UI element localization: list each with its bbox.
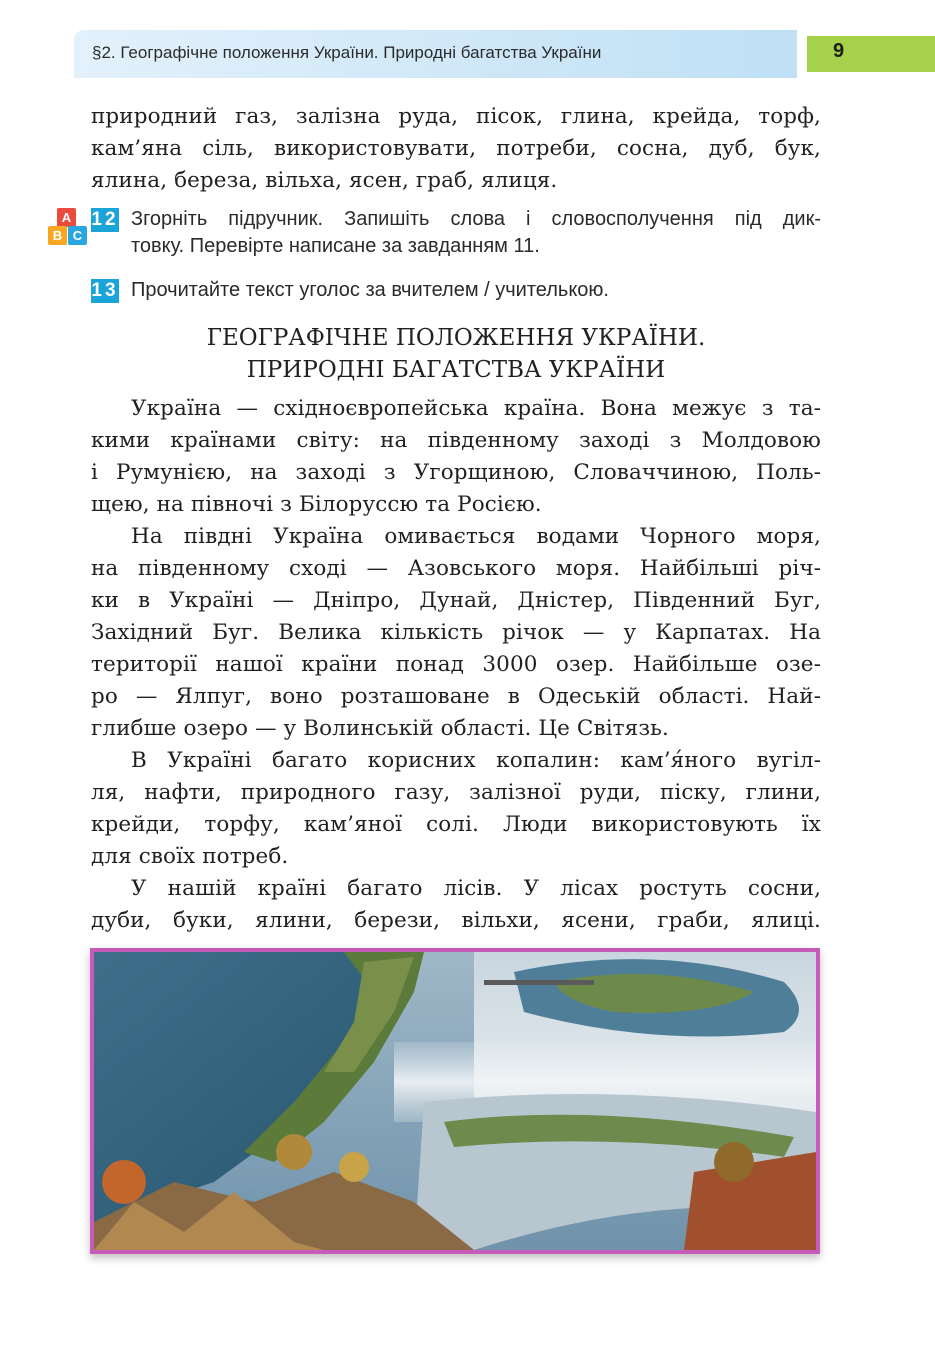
chapter-title: §2. Географічне положення України. Природні багатства України bbox=[92, 43, 602, 62]
landscape-photo-collage bbox=[90, 948, 820, 1254]
task-text-line: Прочитайте текст уголос за вчителем / учителькою. bbox=[131, 279, 609, 301]
paragraph-line: щею, на півночі з Білоруссю та Росією. bbox=[91, 492, 542, 517]
task-text-line: товку. Перевірте написане за завданням 11. bbox=[131, 235, 540, 257]
paragraph-line: дуби, буки, ялини, берези, вільхи, ясени, граби, ялиці. bbox=[91, 908, 821, 933]
paragraph-line: У нашій країні багато лісів. У лісах ростуть сосни, bbox=[131, 876, 821, 901]
task-text-line: Згорніть підручник. Запишіть слова і словосполучення під дик- bbox=[131, 208, 821, 230]
paragraph-line: ля, нафти, природного газу, залізної руди, піску, глини, bbox=[91, 780, 821, 805]
paragraph-line: ро — Ялпуг, воно розташоване в Одеській області. Най- bbox=[91, 684, 821, 709]
task-number-badge: 12 bbox=[91, 209, 119, 230]
paragraph-line: ки в Україні — Дніпро, Дунай, Дністер, Південний Буг, bbox=[91, 588, 821, 613]
intro-line: природний газ, залізна руда, пісок, глина, крейда, торф, bbox=[91, 104, 821, 129]
intro-line: кам’яна сіль, використовувати, потреби, сосна, дуб, бук, bbox=[91, 136, 821, 161]
paragraph-line: Україна — східноєвропейська країна. Вона межує з та- bbox=[131, 396, 821, 421]
paragraph-line: на південному сході — Азовського моря. Найбільші річ- bbox=[91, 556, 821, 581]
paragraph-line: крейди, торфу, кам’яної солі. Люди використовують їх bbox=[91, 812, 821, 837]
text-heading-line: ГЕОГРАФІЧНЕ ПОЛОЖЕННЯ УКРАЇНИ. bbox=[206, 325, 706, 351]
page-number: 9 bbox=[833, 40, 845, 62]
paragraph-line: На півдні Україна омивається водами Чорного моря, bbox=[131, 524, 821, 549]
intro-line: ялина, береза, вільха, ясен, граб, ялиця. bbox=[91, 168, 558, 193]
letter-block-a: A bbox=[57, 208, 76, 227]
landscape-illustration bbox=[94, 952, 816, 1250]
page-number-box bbox=[807, 36, 935, 72]
text-heading-line: ПРИРОДНІ БАГАТСТВА УКРАЇНИ bbox=[246, 357, 666, 383]
paragraph-line: В Україні багато корисних копалин: кам’я́ного вугіл- bbox=[131, 748, 821, 773]
task-number-badge: 13 bbox=[91, 280, 119, 301]
paragraph-line: кими країнами світу: на південному заході з Молдовою bbox=[91, 428, 821, 453]
paragraph-line: глибше озеро — у Волинській області. Це Світязь. bbox=[91, 716, 669, 741]
letter-block-c: C bbox=[68, 226, 87, 245]
letter-block-b: B bbox=[48, 226, 67, 245]
paragraph-line: Західний Буг. Велика кількість річок — у Карпатах. На bbox=[91, 620, 821, 645]
paragraph-line: території нашої країни понад 3000 озер. Найбільше озе- bbox=[91, 652, 821, 677]
paragraph-line: для своїх потреб. bbox=[91, 844, 289, 869]
paragraph-line: і Румунією, на заході з Угорщиною, Словаччиною, Поль- bbox=[91, 460, 821, 485]
